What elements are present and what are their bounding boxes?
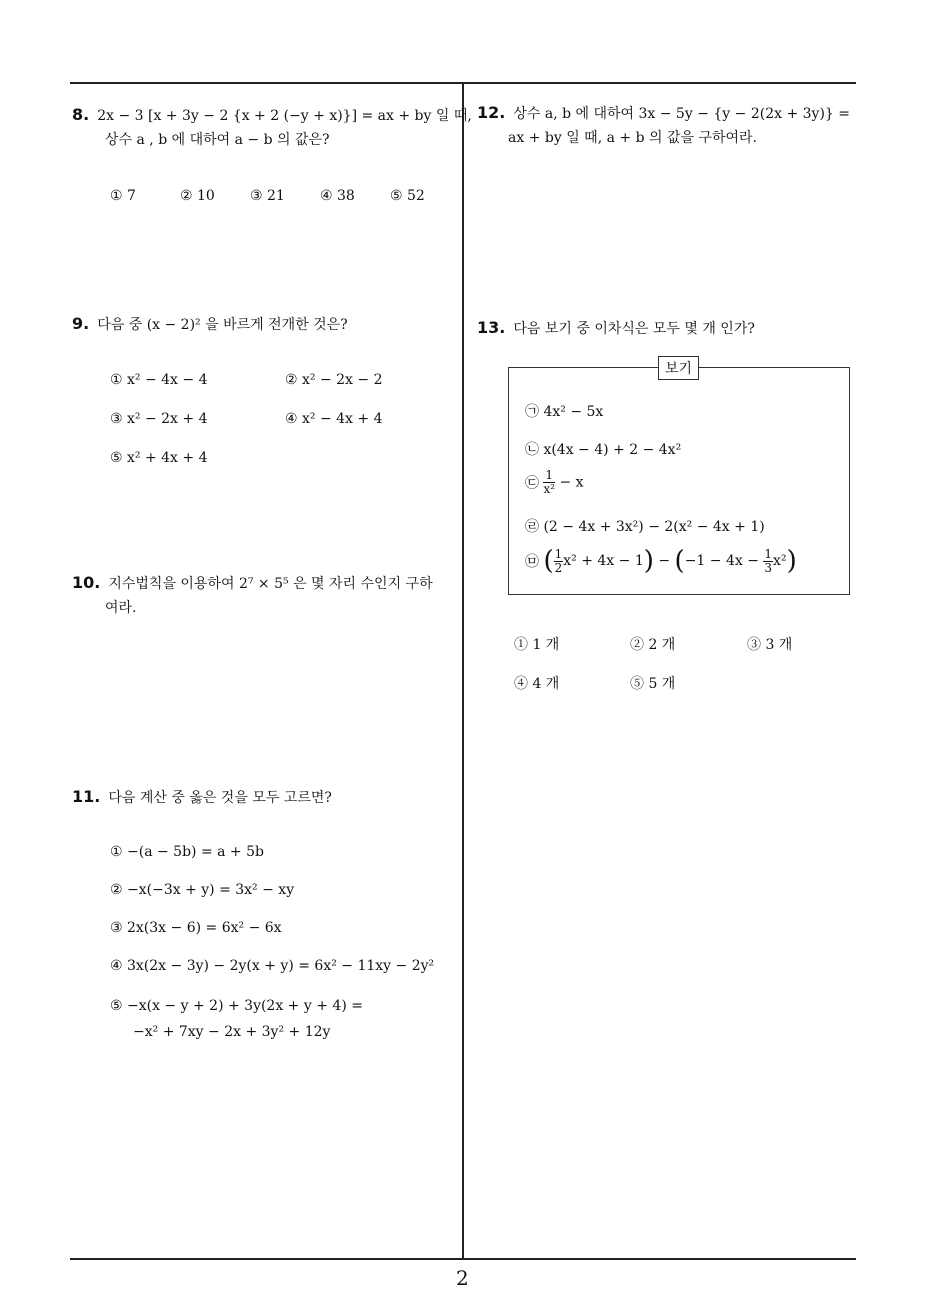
question-12-text1: 상수 a, b 에 대하여 3x − 5y − {y − 2(2x + 3y)} = [513,106,850,122]
bogi-item-e-label: ㉤ [525,554,539,570]
question-9 [72,312,458,337]
q13-choice-2[interactable]: ② 2 개 [630,637,676,653]
q8-choice-2[interactable]: ② 10 [180,188,215,204]
bogi-item-c-label: ㉢ [525,475,539,492]
bogi-item-e-rparen: ) [643,546,654,576]
bogi-item-e-minus: − [658,553,671,569]
question-8-text1: 2x − 3 [x + 3y − 2 {x + 2 (−y + x)}] = ax + by 일 때, [97,108,472,124]
bottom-rule [70,1258,856,1260]
question-12-line2: ax + by 일 때, a + b 의 값을 구하여라. [508,130,758,146]
bogi-item-a: ㉠ 4x² − 5x [525,404,604,420]
q11-choice-4[interactable]: ④ 3x(2x − 3y) − 2y(x + y) = 6x² − 11xy − 2y² [110,958,435,974]
question-10 [72,571,458,620]
bogi-item-c-numerator: 1 [545,468,554,482]
bogi-item-e-rparen-2: ) [786,546,797,576]
bogi-item-c-fraction [543,469,555,496]
q9-choice-2[interactable]: ② x² − 2x − 2 [285,372,383,388]
question-9-text: 다음 중 (x − 2)² 을 바르게 전개한 것은? [97,317,348,333]
q11-choice-5[interactable]: ⑤ −x(x − y + 2) + 3y(2x + y + 4) = [110,998,363,1014]
question-8 [72,103,472,152]
q13-choice-4[interactable]: ④ 4 개 [514,676,560,692]
q11-choice-5-continued: −x² + 7xy − 2x + 3y² + 12y [133,1024,331,1040]
question-13-text: 다음 보기 중 이차식은 모두 몇 개 인가? [513,321,755,337]
q11-choice-1[interactable]: ① −(a − 5b) = a + 5b [110,844,264,860]
q8-choice-1[interactable]: ① 7 [110,188,136,204]
q8-choice-4[interactable]: ④ 38 [320,188,355,204]
q13-choice-3[interactable]: ③ 3 개 [747,637,793,653]
question-10-line2: 여라. [105,600,137,616]
q13-choice-5[interactable]: ⑤ 5 개 [630,676,676,692]
question-12-number: 12. [477,103,506,122]
bogi-item-e-f2-num: 1 [764,546,773,561]
question-10-text1: 지수법칙을 이용하여 2⁷ × 5⁵ 은 몇 자리 수인지 구하 [108,576,433,592]
question-12 [477,101,862,150]
q9-choice-1[interactable]: ① x² − 4x − 4 [110,372,208,388]
q9-choice-3[interactable]: ③ x² − 2x + 4 [110,411,208,427]
bogi-item-e [525,546,797,576]
question-11-text: 다음 계산 중 옳은 것을 모두 고르면? [108,790,332,806]
bogi-item-e-tail: x² [773,553,787,569]
question-13-number: 13. [477,318,506,337]
bogi-item-e-lparen-2: ( [674,546,685,576]
bogi-item-d: ㉣ (2 − 4x + 3x²) − 2(x² − 4x + 1) [525,519,765,535]
question-8-line2: 상수 a , b 에 대하여 a − b 의 값은? [105,132,330,148]
bogi-item-c-rest: − x [559,474,584,491]
bogi-item-e-fraction-2 [763,548,773,575]
q8-choice-5[interactable]: ⑤ 52 [390,188,425,204]
question-11 [72,785,458,810]
bogi-item-b: ㉡ x(4x − 4) + 2 − 4x² [525,442,682,458]
q11-choice-3[interactable]: ③ 2x(3x − 6) = 6x² − 6x [110,920,282,936]
bogi-item-e-f1-den: 2 [554,560,563,575]
q8-choice-3[interactable]: ③ 21 [250,188,285,204]
question-10-number: 10. [72,573,101,592]
bogi-item-e-fraction-1 [554,548,564,575]
bogi-item-e-f2-den: 3 [764,560,773,575]
question-8-line1 [72,103,472,128]
question-13 [477,316,862,341]
question-11-number: 11. [72,787,101,806]
bogi-item-c [525,469,584,496]
question-9-number: 9. [72,314,90,333]
bogi-item-e-lparen: ( [543,546,554,576]
bogi-item-e-mid1: x² + 4x − 1 [563,553,644,569]
q9-choice-4[interactable]: ④ x² − 4x + 4 [285,411,383,427]
bogi-item-c-denominator: x² [543,482,556,496]
bogi-item-e-mid2: −1 − 4x − [684,553,759,569]
page-number: 2 [456,1266,469,1290]
q9-choice-5[interactable]: ⑤ x² + 4x + 4 [110,450,208,466]
bogi-item-e-f1-num: 1 [554,546,563,561]
q13-choice-1[interactable]: ① 1 개 [514,637,560,653]
question-8-number: 8. [72,105,90,124]
bogi-title: 보기 [658,356,699,380]
q11-choice-2[interactable]: ② −x(−3x + y) = 3x² − xy [110,882,295,898]
column-divider [462,83,464,1258]
